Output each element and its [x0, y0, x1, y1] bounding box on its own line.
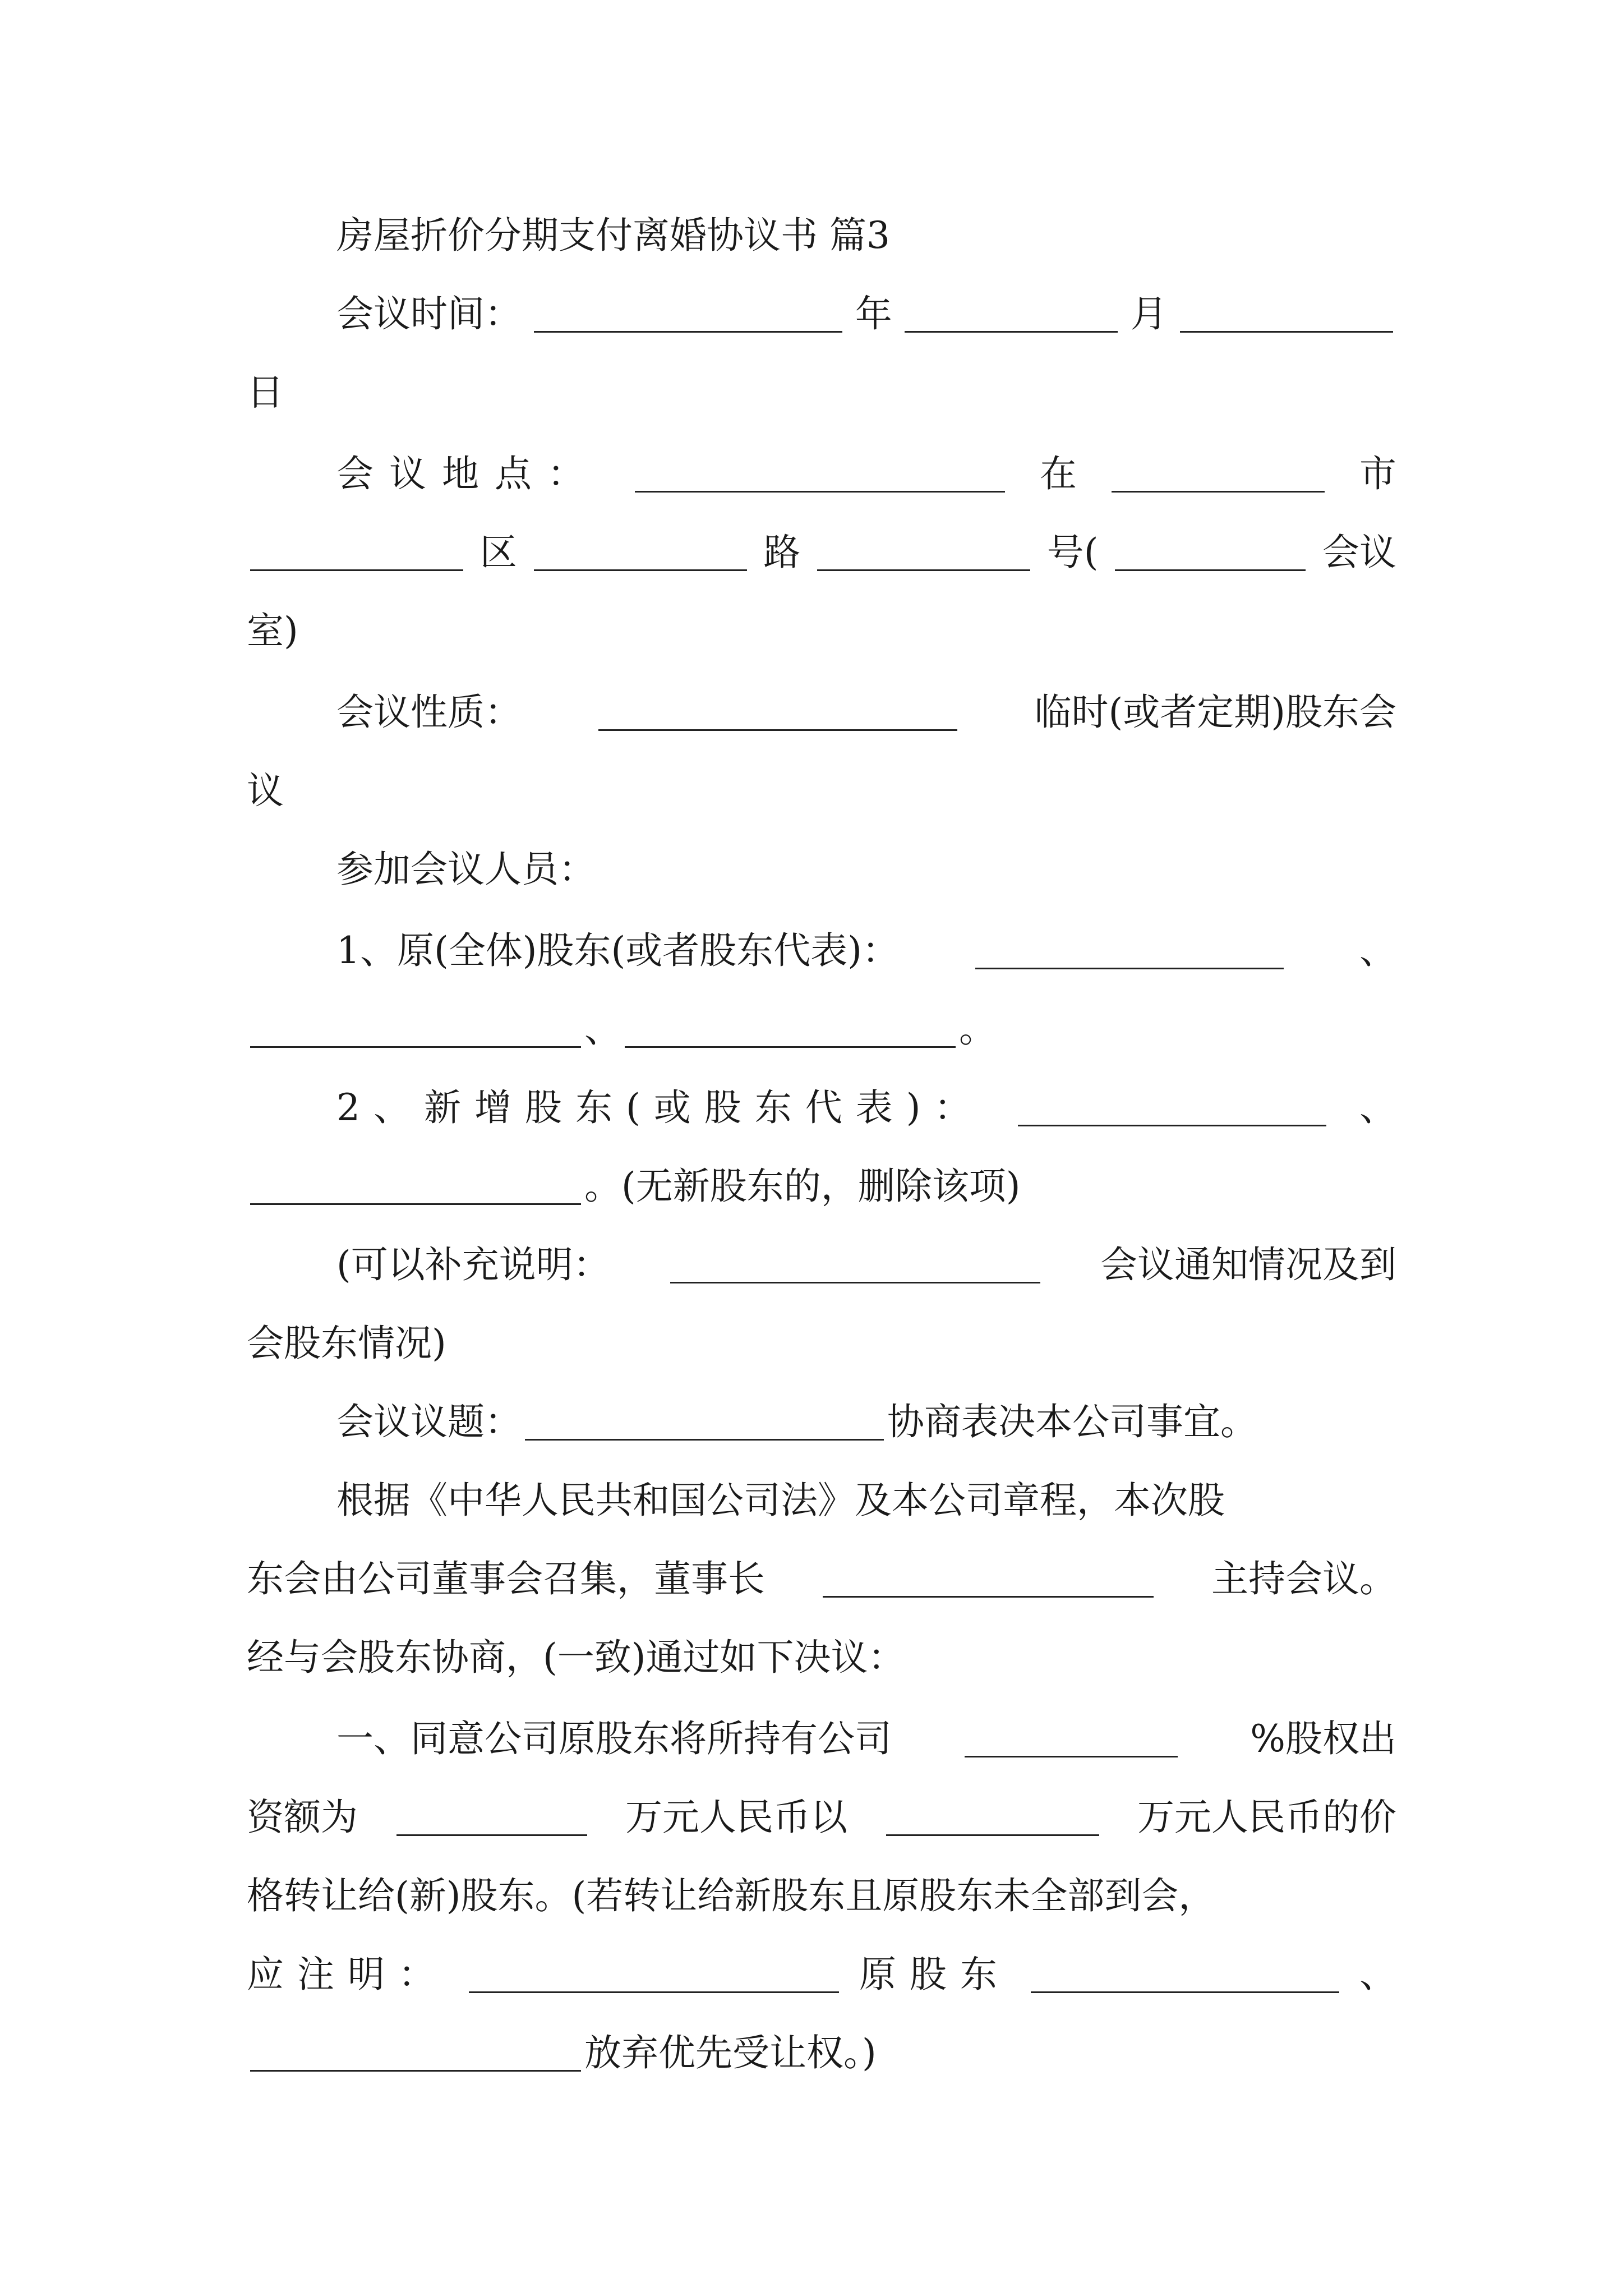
resolution1-line-4 [247, 1944, 1396, 2005]
attendees-label: 参加会议人员： [336, 848, 596, 891]
topic-text: 协商表决本公司事宜。 [887, 1400, 1257, 1443]
topic-line [247, 1391, 1396, 1453]
meeting-nature-line [247, 682, 1396, 743]
item2-sep: 、 [1359, 1086, 1396, 1129]
meeting-nature-text-2: 议 [247, 769, 284, 812]
topic-label: 会议议题： [336, 1400, 522, 1443]
resolution1-text-4a: 应注明： [247, 1953, 449, 1996]
at-label: 在 [1040, 452, 1077, 495]
day-blank[interactable] [1180, 297, 1393, 333]
item2-text: 2、新增股东(或股东代表)： [336, 1086, 985, 1129]
number-blank[interactable] [817, 536, 1030, 571]
room-label-a: 会议 [1322, 531, 1396, 574]
basis-line-1 [247, 1470, 1396, 1531]
month-blank[interactable] [905, 297, 1118, 333]
capital-amount-blank[interactable] [396, 1801, 587, 1836]
item2-end: 。(无新股东的，删除该项) [584, 1165, 1021, 1208]
note-blank[interactable] [469, 1958, 839, 1993]
day-label: 日 [247, 371, 284, 414]
resolution1-text-5: 放弃优先受让权。) [584, 2031, 877, 2074]
resolution1-text-4b: 原股东 [859, 1953, 1011, 1996]
meeting-nature-label: 会议性质： [336, 691, 522, 734]
item1-sep-1: 、 [1359, 929, 1396, 972]
resolution1-text-2b: 万元人民币以 [625, 1796, 847, 1839]
city-label: 市 [1359, 452, 1396, 495]
original-shareholder-blank[interactable] [1031, 1958, 1339, 1993]
topic-blank[interactable] [525, 1405, 884, 1441]
basis-text-2b: 主持会议。 [1211, 1557, 1396, 1600]
resolution1-line-1 [247, 1708, 1396, 1770]
item2-blank-2[interactable] [250, 1170, 581, 1205]
resolution1-line-5 [247, 2022, 1396, 2084]
item1-blank-2[interactable] [250, 1013, 581, 1048]
chairman-blank[interactable] [823, 1562, 1154, 1598]
number-label: 号( [1046, 531, 1099, 574]
district-blank[interactable] [250, 536, 463, 571]
meeting-place-line [247, 443, 1396, 505]
item1-sep-2: 、 [584, 1007, 621, 1051]
resolution1-line-2 [247, 1787, 1396, 1848]
item2-line-2 [247, 1156, 1396, 1217]
supplement-text-b: 会议通知情况及到 [1100, 1243, 1396, 1286]
room-blank[interactable] [1115, 536, 1306, 571]
equity-percent-blank[interactable] [965, 1722, 1178, 1757]
resolution1-text-3: 格转让给(新)股东。(若转让给新股东且原股东未全部到会， [247, 1874, 1216, 1917]
basis-text-1: 根据《中华人民共和国公司法》及本公司章程，本次股 [336, 1479, 1225, 1522]
road-blank[interactable] [534, 536, 747, 571]
meeting-place-line-2 [247, 522, 1396, 583]
basis-line-2 [247, 1548, 1396, 1610]
meeting-nature-text: 临时(或者定期)股东会 [1034, 691, 1396, 734]
resolution1-text-1b: %股权出 [1250, 1717, 1396, 1760]
room-label-b: 室) [247, 609, 298, 652]
meeting-time-line [247, 283, 1396, 345]
title-text: 房屋折价分期支付离婚协议书 篇3 [336, 214, 890, 257]
supplement-text-a: (可以补充说明： [336, 1243, 610, 1286]
nature-blank[interactable] [598, 696, 957, 731]
year-label: 年 [855, 292, 892, 335]
resolution1-text-4c: 、 [1359, 1953, 1396, 1996]
supplement-line-2 [247, 1313, 1396, 1374]
district-label: 区 [479, 531, 517, 574]
supplement-blank[interactable] [670, 1248, 1040, 1283]
item1-blank-3[interactable] [625, 1013, 956, 1048]
resolution1-text-2a: 资额为 [247, 1796, 358, 1839]
item1-blank-1[interactable] [975, 934, 1284, 969]
meeting-time-line-2 [247, 362, 1396, 424]
item1-line [247, 920, 1396, 982]
supplement-line [247, 1234, 1396, 1296]
price-blank[interactable] [886, 1801, 1099, 1836]
item2-line [247, 1077, 1396, 1139]
resolution1-text-2c: 万元人民币的价 [1137, 1796, 1396, 1839]
item2-blank-1[interactable] [1018, 1091, 1326, 1126]
item1-line-2 [247, 999, 1396, 1060]
meeting-nature-line-2 [247, 760, 1396, 822]
year-blank[interactable] [534, 297, 842, 333]
city-blank[interactable] [1112, 457, 1325, 493]
meeting-place-label: 会议地点： [336, 452, 600, 495]
item1-end: 。 [959, 1007, 996, 1051]
meeting-place-line-3 [247, 600, 1396, 662]
document-title [247, 205, 1396, 266]
basis-text-2a: 东会由公司董事会召集，董事长 [247, 1557, 765, 1600]
resolution1-text-1a: 一、同意公司原股东将所持有公司 [336, 1717, 892, 1760]
waiver-blank[interactable] [250, 2036, 581, 2072]
road-label: 路 [763, 531, 801, 574]
place-blank[interactable] [635, 457, 1005, 493]
basis-line-3 [247, 1627, 1396, 1688]
meeting-time-label: 会议时间： [336, 292, 522, 335]
attendees-heading [247, 839, 1396, 900]
item1-text: 1、原(全体)股东(或者股东代表)： [336, 929, 899, 972]
basis-text-3: 经与会股东协商，(一致)通过如下决议： [247, 1636, 905, 1679]
month-label: 月 [1130, 292, 1168, 335]
resolution1-line-3 [247, 1865, 1396, 1927]
supplement-text-c: 会股东情况) [247, 1322, 446, 1365]
